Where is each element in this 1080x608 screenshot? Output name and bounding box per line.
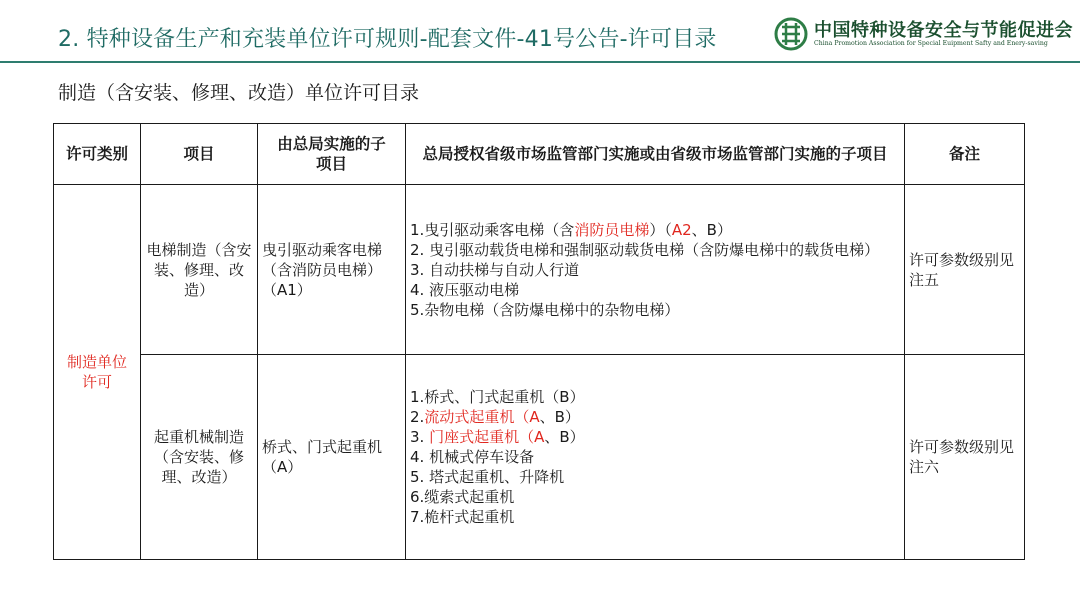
col-header-provincial: 总局授权省级市场监管部门实施或由省级市场监管部门实施的子项目 — [406, 124, 905, 185]
list-item: 2.流动式起重机（A、B） — [410, 408, 580, 426]
provincial-items-cell — [406, 185, 905, 355]
association-logo — [772, 14, 1072, 58]
note-cell: 许可参数级别见注五 — [905, 185, 1025, 355]
project-cell: 起重机械制造（含安装、修理、改造） — [141, 355, 258, 560]
list-item: 3. 自动扶梯与自动人行道 — [410, 260, 580, 279]
list-item: 4. 液压驱动电梯 — [410, 280, 520, 299]
project-cell: 电梯制造（含安装、修理、改造） — [141, 185, 258, 355]
table-header-row — [54, 124, 1025, 185]
list-item: 3. 门座式起重机（A、B） — [410, 428, 585, 446]
col-header-project: 项目 — [141, 124, 258, 185]
list-item: 5.杂物电梯（含防爆电梯中的杂物电梯） — [410, 300, 680, 319]
permit-catalog-table — [53, 123, 1025, 560]
list-item: 6.缆索式起重机 — [410, 488, 515, 506]
list-item: 7.桅杆式起重机 — [410, 508, 515, 526]
list-item: 2. 曳引驱动载货电梯和强制驱动载货电梯（含防爆电梯中的载货电梯） — [410, 240, 880, 259]
section-subtitle: 制造（含安装、修理、改造）单位许可目录 — [58, 82, 420, 104]
col-header-category: 许可类别 — [54, 124, 141, 185]
col-header-note: 备注 — [905, 124, 1025, 185]
note-cell: 许可参数级别见注六 — [905, 355, 1025, 560]
table-row — [54, 355, 1025, 560]
table-row — [54, 185, 1025, 355]
list-item: 1.曳引驱动乘客电梯（含消防员电梯）（A2、B） — [410, 220, 732, 239]
logo-chinese-name: 中国特种设备安全与节能促进会 — [814, 20, 1073, 41]
slide-title: 2. 特种设备生产和充装单位许可规则-配套文件-41号公告-许可目录 — [58, 27, 717, 52]
list-item: 4. 机械式停车设备 — [410, 448, 535, 466]
slide-header — [0, 0, 1080, 62]
col-header-central: 由总局实施的子项目 — [258, 124, 406, 185]
central-cell: 曳引驱动乘客电梯（含消防员电梯）（A1） — [258, 185, 406, 355]
list-item: 5. 塔式起重机、升降机 — [410, 468, 565, 486]
provincial-items-cell — [406, 355, 905, 560]
header-divider — [0, 61, 1080, 63]
logo-icon — [774, 17, 808, 51]
list-item: 1.桥式、门式起重机（B） — [410, 388, 585, 406]
category-cell: 制造单位许可 — [54, 185, 141, 560]
central-cell: 桥式、门式起重机（A） — [258, 355, 406, 560]
logo-english-name: China Promotion Association for Special Euipment Safty and Enery-saving — [814, 40, 1048, 47]
